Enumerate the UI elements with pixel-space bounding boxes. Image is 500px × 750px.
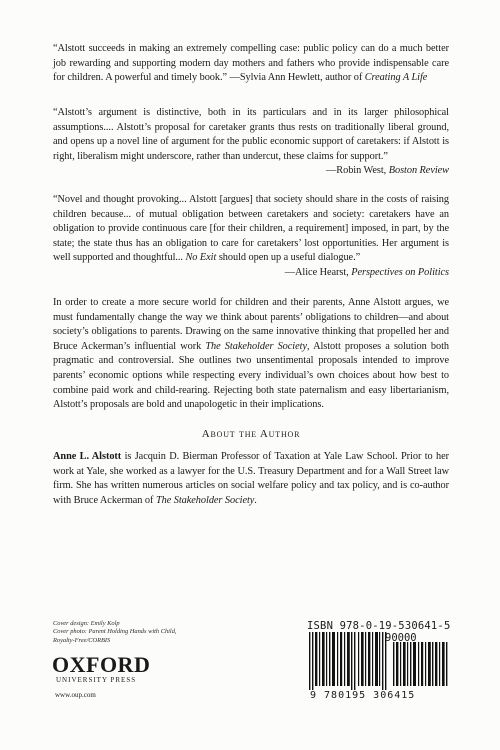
review-quote-hearst (53, 193, 449, 281)
quote-author: —Robin West, (326, 165, 389, 177)
press-name: UNIVERSITY PRESS (56, 676, 137, 684)
review-quote-west (53, 106, 449, 179)
about-author-heading: About the Author (201, 428, 301, 440)
quote-source: Perspectives on Politics (351, 266, 449, 278)
quote-attribution (53, 266, 449, 281)
quote-text: “Alstott succeeds in making an extremely compelling case: public policy can do a much better job rewarding and supporting modern day mothers and fathers who provide indispensable care for children. A powerful and timely book.” —Sylvia Ann Hewlett, author of (53, 43, 449, 84)
quote-author: —Alice Hearst, (284, 266, 352, 278)
quote-text-part: “Novel and thought provoking... Alstott [argues] that society should share in the costs of raising children because... of mutual obligation between caretakers and society: caretakers have an obligation to provide continuous care [for their children, a requirement] imposed, in part, by the state; the state thus has an obligation to care for caretakers’ lost opportunities. Her argument is well supported and thoughtful... (53, 194, 449, 264)
bio-text: . (254, 494, 257, 506)
quote-text: “Alstott’s argument is distinctive, both in its particulars and in its larger philosophical assumptions.... Alstott’s proposal for caretaker grants thus rests on traditionally liberal ground, and opens up a novel line of argument for the public economic support of caretakers: if Alstott is right, liberalism might underscore, rather than undercut, these claims for support.” (53, 107, 449, 162)
book-title: The Stakeholder Society (205, 340, 307, 352)
book-description (53, 296, 449, 413)
book-title: The Stakeholder Society (155, 494, 255, 506)
barcode-icon (307, 632, 449, 690)
barcode (307, 632, 449, 695)
cover-design-credit: Cover design: Emily Kolp (53, 620, 120, 627)
isbn-text: ISBN 978-0-19-530641-5 (307, 620, 451, 632)
oxford-logo: OXFORD (52, 652, 151, 677)
publisher-url: www.oup.com (55, 691, 96, 699)
description-text: , Alstott proposes a solution both pragmatic and controversial. She outlines two unsentimental proposals intended to improve parents’ economic options while respecting every individual’s own choices about how best to combine paid work and child-rearing. Rejecting both state paternalism and easy libertarianism, Alstott’s proposals are bold and unapologetic in their implications. (53, 340, 449, 411)
cover-credits (53, 620, 233, 645)
barcode-digits: 9 780195 306415 (310, 690, 416, 701)
author-name: Anne L. Alstott (53, 451, 122, 462)
quote-text (53, 193, 449, 266)
review-quote-hewlett (53, 42, 449, 86)
quote-attribution (53, 164, 449, 179)
quote-text-part: should open up a useful dialogue.” (216, 252, 361, 264)
cover-photo-credit-2: Royalty-Free/CORBIS (53, 636, 111, 644)
book-title: No Exit (185, 252, 217, 264)
author-bio (53, 450, 449, 508)
cover-photo-credit: Cover photo: Parent Holding Hands with Child, (53, 628, 177, 636)
bio-text: is Jacquin D. Bierman Professor of Taxation at Yale Law School. Prior to her work at Yale, she worked as a lawyer for the U.S. Treasury Department and for a Wall Street law firm. She has written numerous articles on social welfare policy and tax policy, and is co-author with Bruce Ackerman of (53, 451, 449, 506)
price-code: 90000 (385, 632, 417, 644)
quote-source: Boston Review (388, 165, 449, 177)
description-text: In order to create a more secure world for children and their parents, Anne Alstott argues, we must fundamentally change the way we think about parents’ obligations to children—and about society’s obligations to parents. Drawing on the same innovative thinking that propelled her and Bruce Ackerman’s influential work (53, 297, 449, 352)
quote-source: Creating A Life (364, 72, 428, 84)
